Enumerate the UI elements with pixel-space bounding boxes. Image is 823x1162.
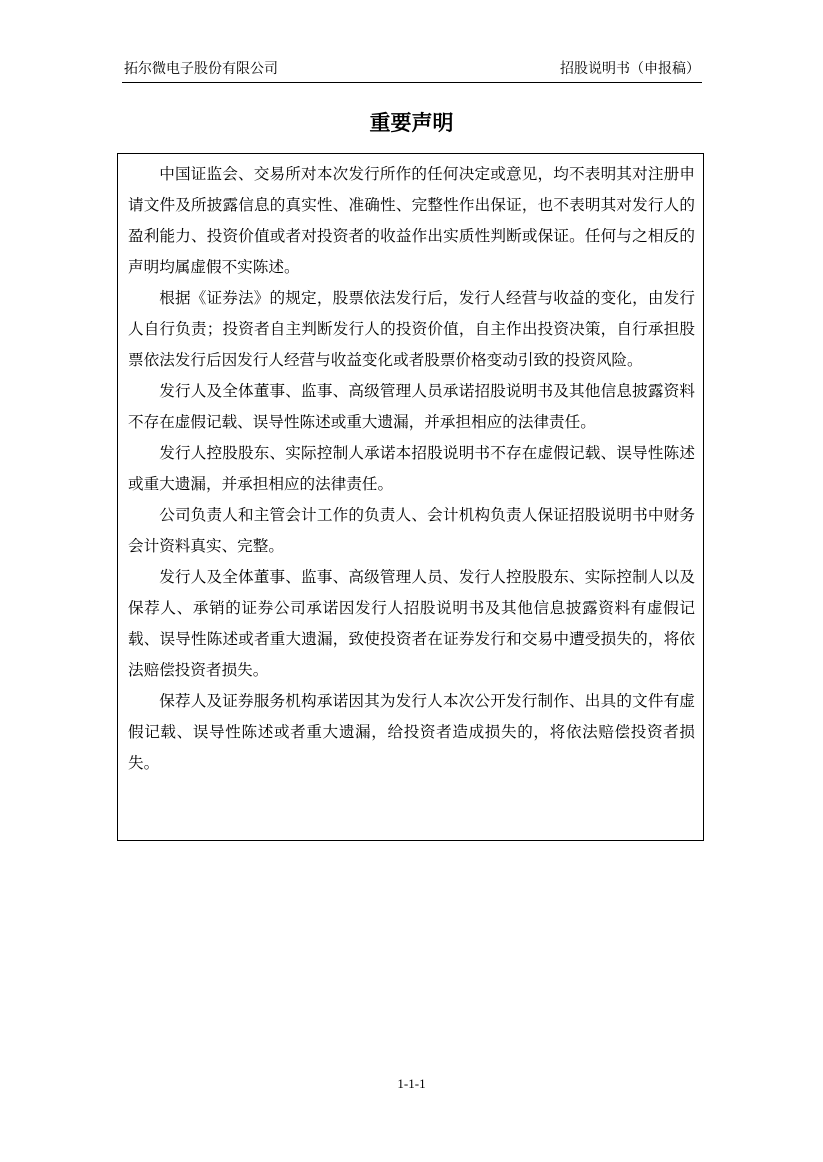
header-company-name: 拓尔微电子股份有限公司: [124, 61, 278, 77]
statement-paragraph-5: 公司负责人和主管会计工作的负责人、会计机构负责人保证招股说明书中财务会计资料真实、完整。: [128, 506, 695, 555]
page-header: [122, 58, 702, 83]
statement-paragraph-6: 发行人及全体董事、监事、高级管理人员、发行人控股股东、实际控制人以及保荐人、承销的证券公司承诺因发行人招股说明书及其他信息披露资料有虚假记载、误导性陈述或者重大遗漏，致使投资者在证券发行和交易中遭受损失的，将依法赔偿投资者损失。: [128, 568, 695, 679]
statement-box: [117, 153, 704, 841]
page-number: 1-1-1: [397, 1076, 426, 1091]
statement-paragraph-4: 发行人控股股东、实际控制人承诺本招股说明书不存在虚假记载、误导性陈述或重大遗漏，并承担相应的法律责任。: [128, 444, 695, 493]
statement-paragraph-1: 中国证监会、交易所对本次发行所作的任何决定或意见，均不表明其对注册申请文件及所披露信息的真实性、准确性、完整性作出保证，也不表明其对发行人的盈利能力、投资价值或者对投资者的收益作出实质性判断或保证。任何与之相反的声明均属虚假不实陈述。: [128, 165, 695, 276]
statement-paragraph-2: 根据《证券法》的规定，股票依法发行后，发行人经营与收益的变化，由发行人自行负责；投资者自主判断发行人的投资价值，自主作出投资决策，自行承担股票依法发行后因发行人经营与收益变化或者股票价格变动引致的投资风险。: [128, 289, 695, 369]
statement-paragraph-3: 发行人及全体董事、监事、高级管理人员承诺招股说明书及其他信息披露资料不存在虚假记载、误导性陈述或重大遗漏，并承担相应的法律责任。: [128, 382, 695, 431]
header-document-type: 招股说明书（申报稿）: [560, 61, 700, 77]
statement-paragraph-7: 保荐人及证券服务机构承诺因其为发行人本次公开发行制作、出具的文件有虚假记载、误导性陈述或者重大遗漏，给投资者造成损失的，将依法赔偿投资者损失。: [128, 692, 695, 772]
page-title: 重要声明: [369, 111, 454, 135]
